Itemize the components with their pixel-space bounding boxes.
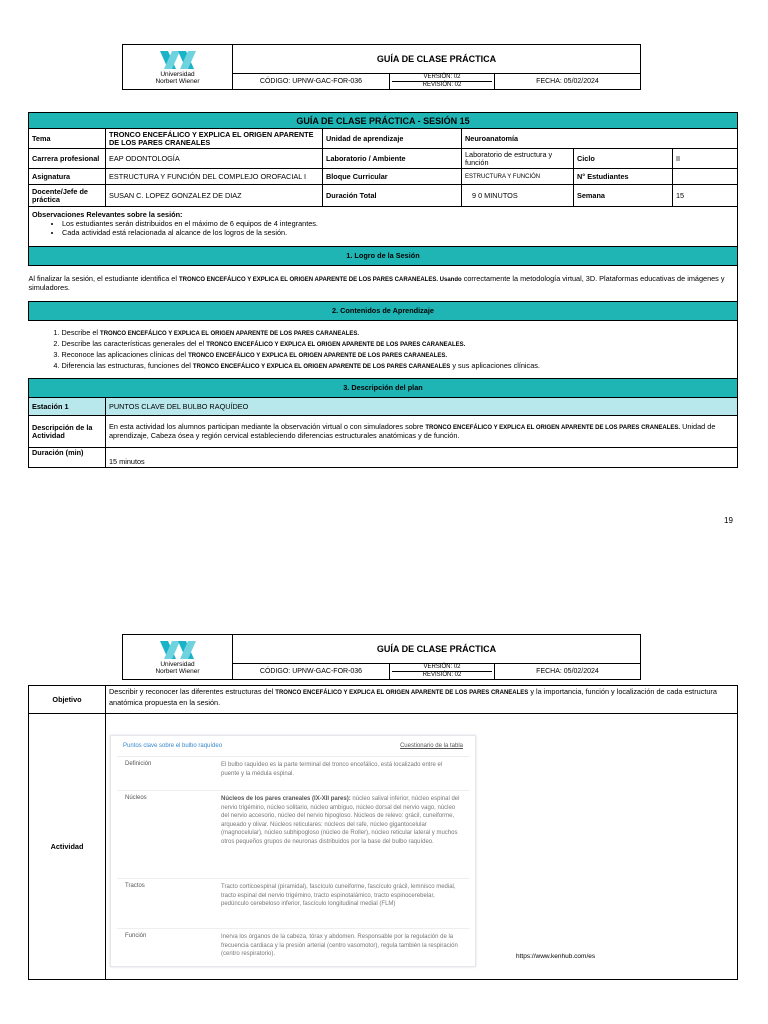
card-row-value: Tracto corticoespinal (piramidal), fascículo cuneiforme, fascículo grácil, lemnisco medial, tracto espinal del nervio trigémino, tracto espinotalámico, tracto espinocerebelar, pedúnculo cerebeloso inferior, fascículo longitudinal medial (FLM) [221,884,456,907]
session-table [28,112,738,468]
docente-value: SUSAN C. LOPEZ GONZALEZ DE DIAZ [106,185,323,207]
logro-text-caps: TRONCO ENCEFÁLICO Y EXPLICA EL ORIGEN APARENTE DE LOS PARES CARANEALES. Usando [178,277,462,283]
document-code: CÓDIGO: UPNW-GAC-FOR-036 [233,664,390,680]
estacion-label: Estación 1 [29,398,106,416]
contenido-item: 4. Diferencia las estructuras, funciones del TRONCO ENCEFÁLICO Y EXPLICA EL ORIGEN APARENTE DE LOS PARES CARANEALES y sus aplicaciones clínicas. [62,361,735,372]
kenhub-table-image [110,735,476,967]
duracion-value: 9 0 MINUTOS [462,185,574,207]
guide-title: GUÍA DE CLASE PRÁCTICA [233,45,641,74]
estudiantes-label: N° Estudiantes [574,169,673,185]
observacion-item: • Cada actividad está relacionada al alcance de los logros de la sesión. [62,228,734,237]
logro-title: 1. Logro de la Sesión [29,247,738,266]
lab-label: Laboratorio / Ambiente [323,149,462,169]
semana-label: Semana [574,185,673,207]
card-row-definicion [117,756,469,791]
date-cell: FECHA: 05/02/2024 [495,74,641,90]
bloque-value: ESTRUCTURA Y FUNCIÓN [462,169,574,185]
revision-text: REVISIÓN: 02 [392,81,492,89]
logo-icon [158,49,198,71]
university-logo [123,635,233,680]
observacion-item: • Los estudiantes serán distribuidos en el máximo de 6 equipos de 4 integrantes. [62,219,734,228]
card-row-tractos [117,878,469,929]
logro-text-post: correctamente la metodología virtual, 3D. Plataformas educativas de imágenes y simuladores. [28,274,725,292]
lab-value: Laboratorio de estructura y función [462,149,574,169]
contenido-item: 1. Describe el TRONCO ENCEFÁLICO Y EXPLICA EL ORIGEN APARENTE DE LOS PARES CARANEALES. [62,328,735,339]
tema-value: TRONCO ENCEFÁLICO Y EXPLICA EL ORIGEN APARENTE DE LOS PARES CRANEALES [106,129,323,149]
card-header [117,740,469,752]
duracion-min-label: Duración (min) [29,448,106,468]
card-link-right[interactable]: Cuestionario de la tabla [399,743,463,749]
document-code: CÓDIGO: UPNW-GAC-FOR-036 [233,74,390,90]
estacion-value: PUNTOS CLAVE DEL BULBO RAQUÍDEO [106,398,738,416]
card-row-nucleos [117,790,469,879]
asignatura-label: Asignatura [29,169,106,185]
logro-text-pre: Al finalizar la sesión, el estudiante identifica el [28,274,179,283]
descripcion-caps: TRONCO ENCEFÁLICO Y EXPLICA EL ORIGEN APARENTE DE LOS PARES CRANEALES. [425,425,681,431]
unidad-value: Neuroanatomía [462,129,738,149]
logo-text-line2: Norbert Wiener [155,668,200,675]
card-link-left[interactable]: Puntos clave sobre el bulbo raquídeo [123,743,223,749]
observaciones [29,207,738,247]
descripcion-label: Descripción de la Actividad [29,416,106,448]
bloque-label: Bloque Curricular [323,169,462,185]
card-row-funcion [117,928,469,965]
contenido-item: 3. Reconoce las aplicaciones clínicas del TRONCO ENCEFÁLICO Y EXPLICA EL ORIGEN APARENTE DE LOS PARES CARANEALES. [62,350,735,361]
ciclo-value: II [673,149,738,169]
descripcion-post: Unidad de aprendizaje, Cabeza ósea y región cervical estableciendo diferencias estructurales anatómicas y de función. [109,422,716,440]
observaciones-title: Observaciones Relevantes sobre la sesión: [32,210,183,219]
page-number: 19 [724,516,733,525]
plan-title: 3. Descripción del plan [29,379,738,398]
actividad-label: Actividad [29,714,106,980]
page1-header [122,44,641,90]
page2-header [122,634,641,680]
logo-text-line2: Norbert Wiener [155,78,200,85]
semana-value: 15 [673,185,738,207]
date-cell: FECHA: 05/02/2024 [495,664,641,680]
estudiantes-value [673,169,738,185]
carrera-label: Carrera profesional [29,149,106,169]
duracion-min-value: 15 minutos [106,448,738,468]
logo-text-line1: Universidad [160,661,195,668]
logo-icon [158,639,198,661]
card-row-value: Inerva los órganos de la cabeza, tórax y abdomen. Responsable por la regulación de la frecuencia cardiaca y la presión arterial (centro vasomotor), regula también la respiración (centro respiratorio). [221,934,458,957]
descripcion-value [106,416,738,448]
objetivo-caps: TRONCO ENCEFÁLICO Y EXPLICA EL ORIGEN APARENTE DE LOS PARES CRANEALES [275,690,529,696]
card-row-key: Núcleos [125,795,147,801]
card-row-value: El bulbo raquídeo es la parte terminal del tronco encefálico, está localizado entre el puente y la médula espinal. [221,762,443,777]
contenidos-title: 2. Contenidos de Aprendizaje [29,302,738,321]
contenidos-list-cell [29,321,738,379]
ciclo-label: Ciclo [574,149,673,169]
version-text: VERSIÓN: 02 [423,74,461,80]
source-url[interactable]: https://www.kenhub.com/es [516,953,596,960]
contenido-item: 2. Describe las características generales del el TRONCO ENCEFÁLICO Y EXPLICA EL ORIGEN APARENTE DE LOS PARES CARANEALES. [62,339,735,350]
observaciones-list [32,219,734,237]
objetivo-post: y la importancia, función y localización de cada estructura anatómica propuesta en la sesión. [109,687,717,707]
university-logo [123,45,233,90]
unidad-label: Unidad de aprendizaje [323,129,462,149]
docente-label: Docente/Jefe de práctica [29,185,106,207]
contenidos-list [32,328,735,372]
logro-text [29,266,738,302]
version-text: VERSIÓN: 02 [423,664,461,670]
revision-text: REVISIÓN: 02 [392,671,492,679]
logo-text-line1: Universidad [160,71,195,78]
session-title: GUÍA DE CLASE PRÁCTICA - SESIÓN 15 [29,113,738,129]
asignatura-value: ESTRUCTURA Y FUNCIÓN DEL COMPLEJO OROFACIAL I [106,169,323,185]
card-row-key: Definición [125,761,152,767]
objetivo-value [106,686,738,714]
card-row-key: Función [125,933,147,939]
card-row-key: Tractos [125,883,145,889]
tema-label: Tema [29,129,106,149]
duracion-label: Duración Total [323,185,462,207]
descripcion-pre: En esta actividad los alumnos participan mediante la observación virtual o con simuladores sobre [109,422,426,431]
objetivo-pre: Describir y reconocer las diferentes estructuras del [109,687,276,696]
objetivo-label: Objetivo [29,686,106,714]
card-row-value: Núcleos de los pares craneales (IX-XII pares): núcleo salival inferior, núcleo espinal del nervio trigémino, núcleo solitario, núcleo ambiguo, núcleo dorsal del nervio vago, núcleo del nervio accesorio, núcleo del nervio hipogloso. Núcleos de relevo: grácil, cuneiforme, arqueado y olivar. Núcleos reticulares: núcleos del rafe, núcleo gigantocelular (magnocelular), núcleo subhipogloso (núcleo de Roller), núcleo reticular lateral y muchos otros pequeños grupos de neuronas distribuidos por la base del bulbo raquídeo. [221,796,460,845]
version-cell [390,74,495,90]
guide-title: GUÍA DE CLASE PRÁCTICA [233,635,641,664]
carrera-value: EAP ODONTOLOGÍA [106,149,323,169]
version-cell [390,664,495,680]
